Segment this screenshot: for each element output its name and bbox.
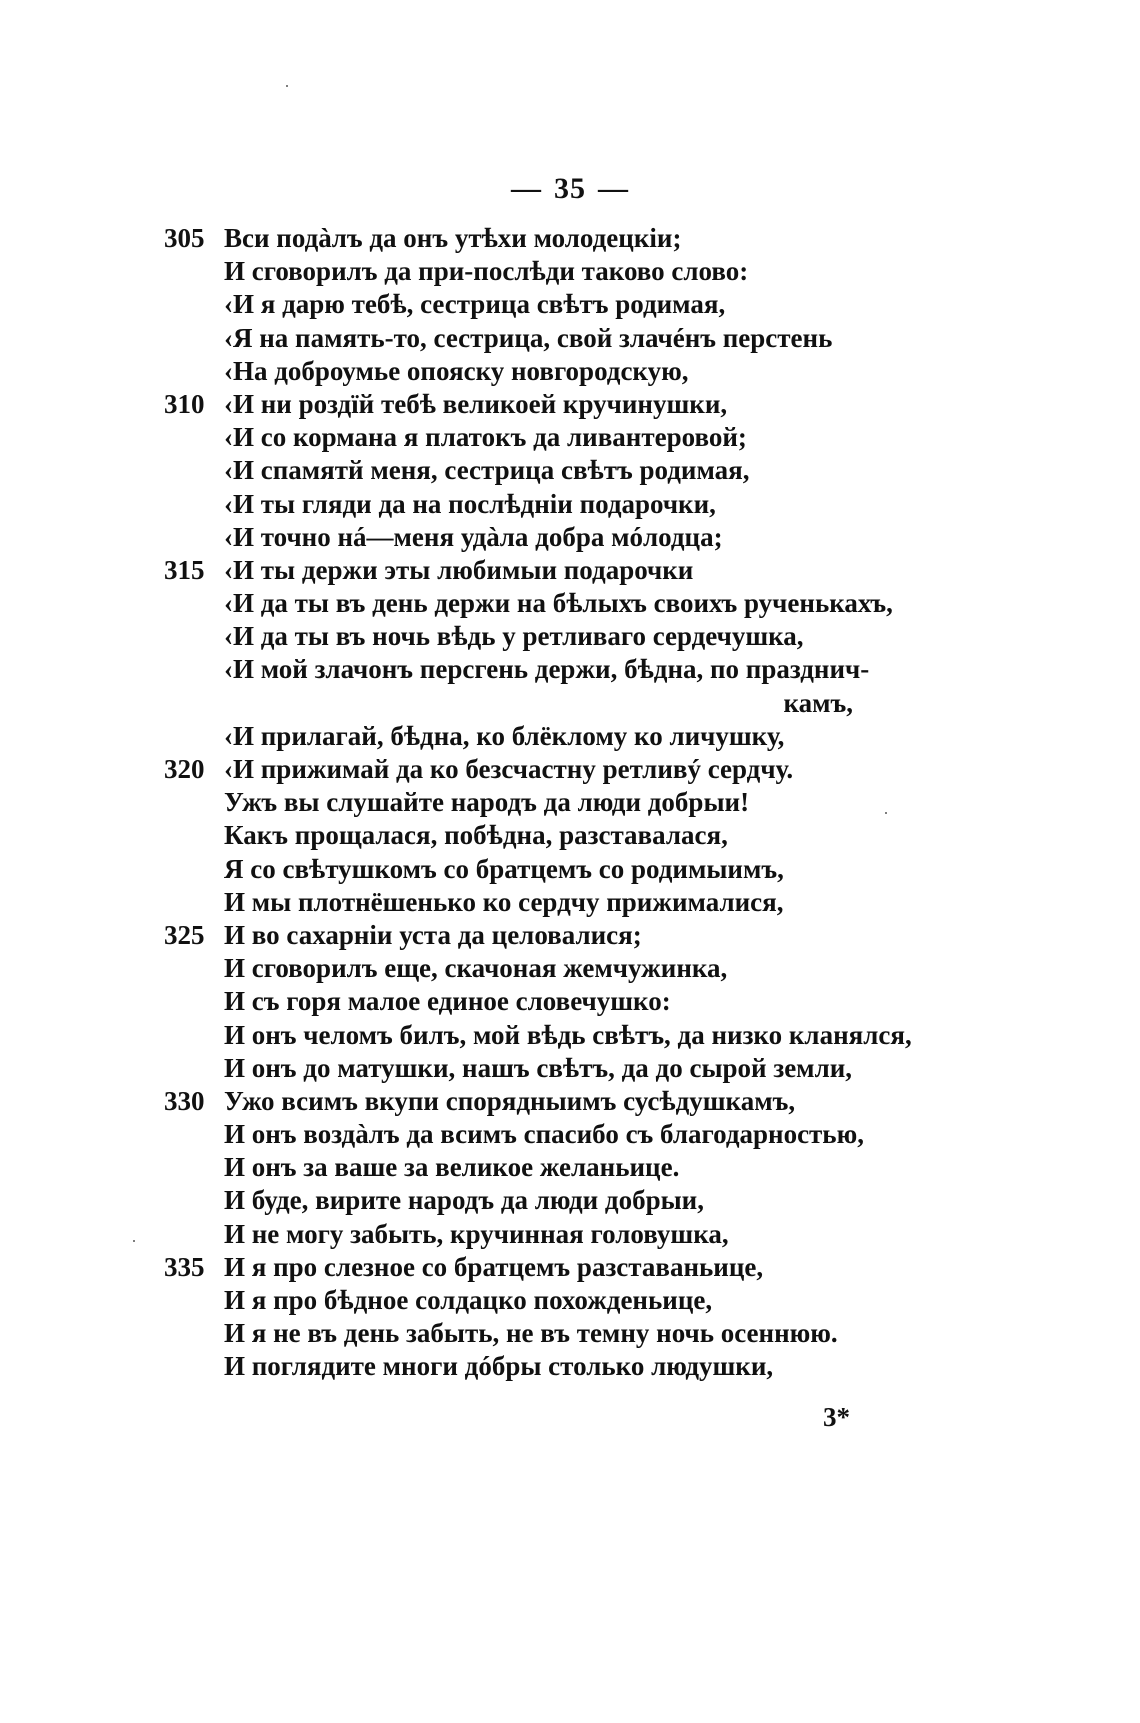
verse-text: ‹И со кормана я платокъ да ливантеровой; xyxy=(224,422,747,453)
verse-text: ‹И ты гляди да на послѣдніи подарочки, xyxy=(224,488,716,519)
verse-text: И онъ воздàлъ да всимъ спасибо съ благодарностью, xyxy=(224,1119,864,1150)
verse-text: И поглядите многи дóбры столько людушки, xyxy=(224,1351,774,1382)
verse-line xyxy=(0,952,1140,985)
verse-text: И онъ до матушки, нашъ свѣтъ, да до сырой земли, xyxy=(224,1052,853,1083)
verse-line xyxy=(0,222,1140,255)
verse-text: ‹И да ты въ ночь вѣдь у ретливаго сердечушка, xyxy=(224,621,804,652)
verse-text: И не могу забыть, кручинная головушка, xyxy=(224,1218,729,1249)
header-dash-left: — xyxy=(511,172,542,205)
verse-line xyxy=(0,1184,1140,1217)
verse-line xyxy=(0,853,1140,886)
verse-text: И онъ за ваше за великое желаньице. xyxy=(224,1152,680,1183)
verse-line xyxy=(0,620,1140,653)
verse-line xyxy=(0,288,1140,321)
verse-line xyxy=(0,554,1140,587)
verse-text: ‹И ни роздїй тебѣ великоей кручинушки, xyxy=(224,388,728,419)
verse-line xyxy=(0,488,1140,521)
verse-line xyxy=(0,388,1140,421)
line-number: 335 xyxy=(164,1251,205,1282)
verse-text: ‹И прилагай, бѣдна, ко блёклому ко личушку, xyxy=(224,720,785,751)
verse-line xyxy=(0,1251,1140,1284)
verse-line xyxy=(0,985,1140,1018)
verse-line xyxy=(0,1085,1140,1118)
verse-body xyxy=(0,222,1140,1384)
line-number: 325 xyxy=(164,919,205,950)
verse-text: И онъ челомъ билъ, мой вѣдь свѣтъ, да низко кланялся, xyxy=(224,1019,912,1050)
verse-line xyxy=(0,1052,1140,1085)
verse-line xyxy=(0,1317,1140,1350)
paper-speck xyxy=(286,85,288,87)
verse-line xyxy=(0,1019,1140,1052)
verse-text: камъ, xyxy=(783,687,853,718)
signature-mark: 3* xyxy=(823,1402,850,1432)
line-number: 315 xyxy=(164,554,205,585)
verse-text: И я не въ день забыть, не въ темну ночь осеннюю. xyxy=(224,1318,838,1349)
verse-line xyxy=(0,819,1140,852)
verse-text: И я про слезное со братцемъ разставаньице, xyxy=(224,1251,764,1282)
verse-line xyxy=(0,454,1140,487)
verse-line xyxy=(0,1350,1140,1383)
verse-text: И сговорилъ еще, скачоная жемчужинка, xyxy=(224,953,728,984)
verse-text: И мы плотнёшенько ко сердчу прижималися, xyxy=(224,886,784,917)
verse-line xyxy=(0,1118,1140,1151)
verse-text: ‹И ты держи эты любимыи подарочки xyxy=(224,554,694,585)
header-dash-right: — xyxy=(598,172,629,205)
verse-line xyxy=(0,255,1140,288)
line-number: 320 xyxy=(164,754,205,784)
verse-line xyxy=(0,687,1140,720)
line-number: 310 xyxy=(164,388,205,419)
verse-line xyxy=(0,1151,1140,1184)
verse-text: ‹На доброумье опояску новгородскую, xyxy=(224,355,689,386)
line-number: 305 xyxy=(164,223,205,253)
verse-line xyxy=(0,1218,1140,1251)
verse-text: Вси подàлъ да онъ утѣхи молодецкіи; xyxy=(224,223,682,253)
verse-line xyxy=(0,786,1140,819)
verse-text: ‹И спамятй меня, сестрица свѣтъ родимая, xyxy=(224,455,750,486)
verse-text: ‹И да ты въ день держи на бѣлыхъ своихъ рученькахъ, xyxy=(224,588,893,619)
verse-text: ‹И прижимай да ко безсчастну ретливý сердчу. xyxy=(224,754,794,784)
verse-text: И я про бѣдное солдацко похожденьице, xyxy=(224,1285,713,1315)
verse-line xyxy=(0,355,1140,388)
verse-text: И сговорилъ да при-послѣди таково слово: xyxy=(224,256,749,287)
line-number: 330 xyxy=(164,1085,205,1116)
verse-text: Ужо всимъ вкупи спорядныимъ сусѣдушкамъ, xyxy=(224,1085,796,1116)
verse-line xyxy=(0,421,1140,454)
verse-text: И во сахарніи уста да целовалися; xyxy=(224,919,642,950)
verse-text: И буде, вирите народъ да люди добрыи, xyxy=(224,1185,704,1216)
verse-line xyxy=(0,653,1140,686)
verse-text: ‹И точно нá—меня удàла добра мóлодца; xyxy=(224,521,723,552)
verse-line xyxy=(0,886,1140,919)
verse-text: И съ горя малое единое словечушко: xyxy=(224,986,671,1017)
verse-text: ‹И мой злачонъ персгень держи, бѣдна, по празднич- xyxy=(224,654,870,685)
page-number: 35 xyxy=(554,172,586,205)
verse-line xyxy=(0,919,1140,952)
verse-line xyxy=(0,322,1140,355)
verse-text: Я со свѣтушкомъ со братцемъ со родимыимъ, xyxy=(224,853,784,884)
verse-line xyxy=(0,587,1140,620)
verse-text: ‹И я дарю тебѣ, сестрица свѣтъ родимая, xyxy=(224,289,726,320)
verse-text: ‹Я на память-то, сестрица, свой злачéнъ перстень xyxy=(224,322,833,353)
verse-line xyxy=(0,753,1140,786)
verse-line xyxy=(0,1284,1140,1317)
verse-line xyxy=(0,720,1140,753)
verse-line xyxy=(0,521,1140,554)
page-header xyxy=(0,172,1140,206)
verse-text: Ужъ вы слушайте народъ да люди добрыи! xyxy=(224,787,750,818)
verse-text: Какъ прощалася, побѣдна, разставалася, xyxy=(224,820,728,851)
